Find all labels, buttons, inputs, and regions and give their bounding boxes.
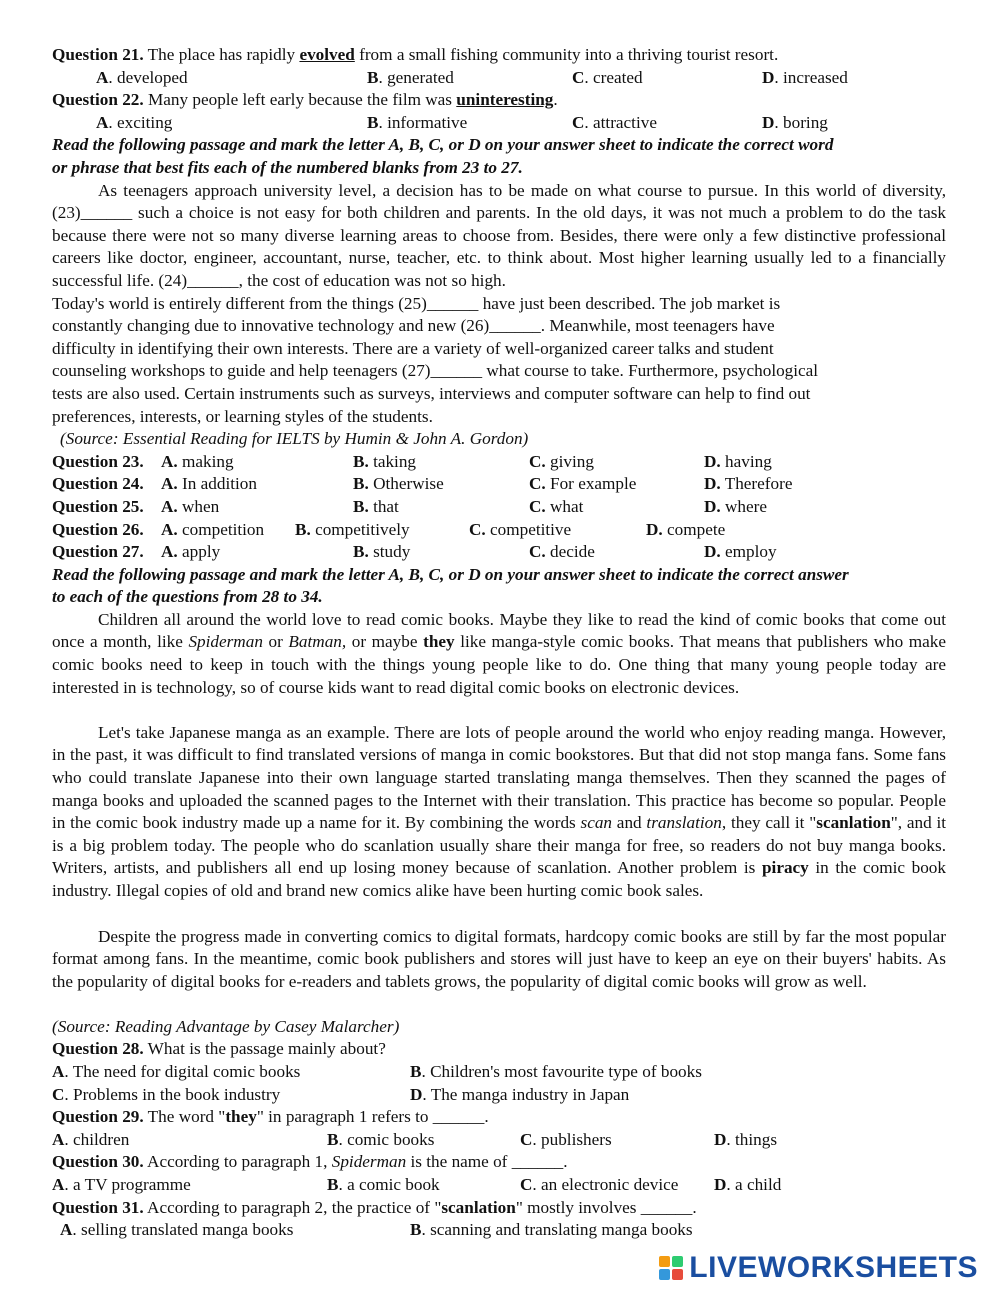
option-c[interactable]: C. attractive: [572, 112, 657, 132]
passage-1-line: tests are also used. Certain instruments such as surveys, interviews and computer software can help to find out: [52, 383, 811, 403]
passage-1-line: Today's world is entirely different from the things (25)______ have just been described. The job market is: [52, 293, 781, 313]
passage-2-paragraph-2: Let's take Japanese manga as an example. There are lots of people around the world who enjoy reading manga. However, in the past, it was difficult to find translated versions of manga in comic bookstores. But that did not stop manga fans. Some fans who could translate Japanese into their own language started translating manga themselves. Then they scanned the pages of manga books and uploaded the scanned pages to the Internet with their translation. This practice has become so popular. People in the comic book industry made up a name for it. By combining the words scan and translation, they call it "scanlation", and it is a big problem today. The people who do scanlation usually share their manga for free, so readers do not buy manga books. Writers, artists, and publishers all end up losing money because of scanlation. Another problem is piracy in the comic book industry. Illegal copies of old and brand new comics alike have been hurting comic book sales.: [52, 722, 946, 901]
option-d[interactable]: D. boring: [762, 112, 828, 132]
option-b[interactable]: B. informative: [367, 112, 468, 132]
option-d[interactable]: D. Therefore: [704, 474, 793, 494]
question-22-options: [52, 112, 946, 135]
question-22: Question 22. Many people left early because the film was uninteresting.: [52, 90, 558, 110]
question-label: Question 22.: [52, 90, 144, 110]
option-a[interactable]: A. selling translated manga books: [60, 1220, 294, 1240]
key-word: uninteresting: [456, 90, 554, 110]
option-b[interactable]: B. Otherwise: [353, 474, 444, 494]
passage-1-line: difficulty in identifying their own interests. There are a variety of well-organized career talks and student: [52, 338, 774, 358]
key-word: evolved: [299, 45, 355, 64]
option-a[interactable]: A. a TV programme: [52, 1175, 191, 1195]
question-21-options: [52, 67, 946, 90]
option-b[interactable]: B. taking: [353, 451, 417, 471]
question-25: Question 25. A. when B. that C. what D. where: [52, 496, 946, 519]
passage-2-paragraph-3: Despite the progress made in converting comics to digital formats, hardcopy comic books are still by far the most popular format among fans. In the meantime, comic book publishers and stores will just have to keep an eye on their buyers' habits. As the popularity of digital books for e-readers and tablets grows, the popularity of digital comic books will grow as well.: [52, 926, 946, 992]
passage-2-source: (Source: Reading Advantage by Casey Malarcher): [52, 1016, 400, 1036]
question-29-options: [52, 1129, 946, 1152]
option-b[interactable]: B. scanning and translating manga books: [410, 1220, 693, 1240]
option-a[interactable]: A. making: [161, 451, 234, 471]
liveworksheets-logo-icon: [659, 1254, 685, 1282]
question-27: Question 27. A. apply B. study C. decide D. employ: [52, 541, 946, 564]
question-21: Question 21. The place has rapidly evolved from a small fishing community into a thriving tourist resort.: [52, 45, 779, 64]
option-d[interactable]: D. increased: [762, 67, 848, 87]
option-c[interactable]: C. Problems in the book industry: [52, 1084, 281, 1104]
option-b[interactable]: B. comic books: [327, 1129, 435, 1149]
option-d[interactable]: D. employ: [704, 542, 777, 562]
liveworksheets-logo: [659, 1252, 978, 1284]
question-28: Question 28. What is the passage mainly about?: [52, 1039, 386, 1059]
option-b[interactable]: B. competitively: [295, 519, 410, 539]
question-30-options: [52, 1174, 946, 1197]
instruction-2: Read the following passage and mark the letter A, B, C, or D on your answer sheet to indicate the correct answer: [52, 564, 849, 584]
option-d[interactable]: D. compete: [646, 519, 726, 539]
option-b[interactable]: B. that: [353, 496, 399, 516]
question-28-options-2: [52, 1084, 946, 1107]
option-b[interactable]: B. study: [353, 542, 411, 562]
option-c[interactable]: C. publishers: [520, 1129, 612, 1149]
option-b[interactable]: B. generated: [367, 67, 454, 87]
option-a[interactable]: A. children: [52, 1129, 130, 1149]
option-c[interactable]: C. decide: [529, 542, 595, 562]
option-c[interactable]: C. what: [529, 496, 584, 516]
passage-2-paragraph-1: Children all around the world love to read comic books. Maybe they like to read the kind of comic books that come out once a month, like Spiderman or Batman, or maybe they like manga-style comic books. That means that publishers who make comic books need to keep in touch with the things young people like to do. One thing that many young people today are interested in is technology, so of course kids want to read digital comic books on electronic devices.: [52, 609, 946, 697]
question-30: Question 30. According to paragraph 1, Spiderman is the name of ______.: [52, 1152, 568, 1172]
instruction-1-cont: or phrase that best fits each of the numbered blanks from 23 to 27.: [52, 157, 523, 177]
option-d[interactable]: D. The manga industry in Japan: [410, 1084, 630, 1104]
question-31-options: [52, 1219, 946, 1242]
question-26: Question 26. A. competition B. competitively C. competitive D. compete: [52, 519, 946, 542]
instruction-2-cont: to each of the questions from 28 to 34.: [52, 587, 323, 607]
option-d[interactable]: D. things: [714, 1129, 778, 1149]
worksheet-page: [52, 44, 946, 1242]
passage-1-source: (Source: Essential Reading for IELTS by Humin & John A. Gordon): [60, 429, 529, 449]
option-c[interactable]: C. For example: [529, 474, 637, 494]
question-28-options-1: [52, 1061, 946, 1084]
question-24: Question 24. A. In addition B. Otherwise C. For example D. Therefore: [52, 473, 946, 496]
option-b[interactable]: B. a comic book: [327, 1175, 440, 1195]
option-c[interactable]: C. an electronic device: [520, 1175, 679, 1195]
passage-1-line: preferences, interests, or learning styles of the students.: [52, 406, 433, 426]
option-c[interactable]: C. competitive: [469, 519, 572, 539]
question-31: Question 31. According to paragraph 2, the practice of "scanlation" mostly involves ______.: [52, 1197, 697, 1217]
option-a[interactable]: A. developed: [96, 67, 188, 87]
option-d[interactable]: D. where: [704, 496, 768, 516]
option-a[interactable]: A. apply: [161, 542, 221, 562]
passage-1-paragraph-1: As teenagers approach university level, a decision has to be made on what course to pursue. In this world of diversity, (23)______ such a choice is not easy for both children and parents. In the old days, it was not much a problem to do the task because there were not so many diverse learning areas to choose from. Besides, there were only a few distinctive professional careers like doctor, engineer, accountant, nurse, teacher, etc. to think about. Most higher learning usually led to a financially successful life. (24)______, the cost of education was not so high.: [52, 180, 946, 290]
option-d[interactable]: D. a child: [714, 1175, 782, 1195]
option-a[interactable]: A. The need for digital comic books: [52, 1062, 301, 1082]
passage-1-line: counseling workshops to guide and help teenagers (27)______ what course to take. Furthermore, psychological: [52, 361, 819, 381]
option-a[interactable]: A. when: [161, 496, 220, 516]
question-23: Question 23. A. making B. taking C. giving D. having: [52, 451, 946, 474]
option-a[interactable]: A. exciting: [96, 112, 173, 132]
option-d[interactable]: D. having: [704, 451, 772, 471]
logo-text: LIVEWORKSHEETS: [689, 1251, 978, 1284]
passage-1-line: constantly changing due to innovative technology and new (26)______. Meanwhile, most teenagers have: [52, 316, 775, 336]
instruction-1: Read the following passage and mark the letter A, B, C, or D on your answer sheet to indicate the correct word: [52, 135, 834, 155]
question-label: Question 21.: [52, 45, 144, 64]
option-c[interactable]: C. giving: [529, 451, 594, 471]
option-c[interactable]: C. created: [572, 67, 643, 87]
option-b[interactable]: B. Children's most favourite type of books: [410, 1062, 702, 1082]
option-a[interactable]: A. competition: [161, 519, 265, 539]
option-a[interactable]: A. In addition: [161, 474, 257, 494]
question-29: Question 29. The word "they" in paragraph 1 refers to ______.: [52, 1107, 489, 1127]
